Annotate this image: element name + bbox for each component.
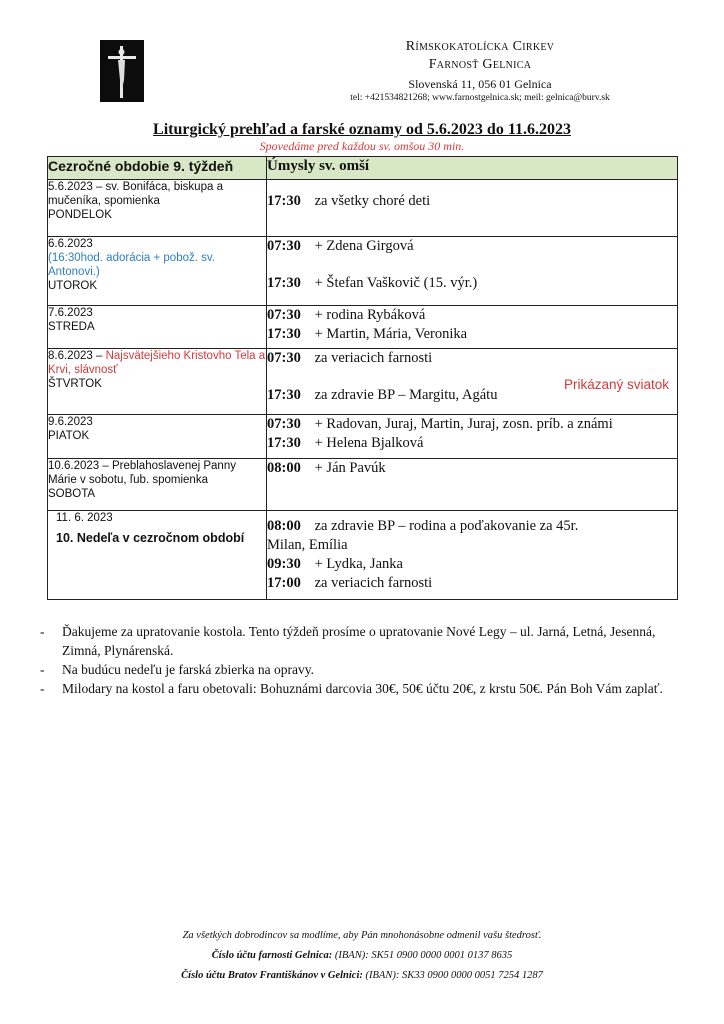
mass-cell — [267, 511, 678, 600]
day-cell — [48, 511, 267, 600]
mass-intention: za veriacich farnosti — [314, 350, 433, 366]
sunday-name: 10. Nedeľa v cezročnom období — [56, 531, 245, 545]
day-cell — [48, 459, 267, 511]
mass-time: 08:00 — [267, 518, 301, 534]
mass-time: 07:30 — [267, 350, 301, 366]
table-row — [48, 306, 678, 349]
day-text: 5.6.2023 – sv. Bonifáca, biskupa a mučeníka, spomienka — [48, 181, 223, 207]
bullet-dash: - — [40, 624, 45, 639]
day-cell — [48, 237, 267, 306]
mass-line — [267, 274, 677, 293]
day-cell — [48, 349, 267, 415]
announcement-text: Na budúcu nedeľu je farská zbierka na opravy. — [62, 662, 314, 677]
mass-cell — [267, 237, 678, 306]
mass-line — [267, 306, 677, 325]
mass-intention: za všetky choré deti — [314, 193, 431, 209]
mass-intention: + Helena Bjalková — [314, 435, 424, 451]
mass-line — [267, 192, 677, 211]
footer-account-parish-value: (IBAN): SK51 0900 0000 0001 0137 8635 — [334, 950, 513, 961]
table-row — [48, 237, 678, 306]
day-date: 7.6.2023 — [48, 307, 93, 319]
table-row — [48, 459, 678, 511]
footer-account-franciscans-value: (IBAN): SK33 0900 0000 0051 7254 1287 — [365, 970, 543, 981]
mass-intention: + Radovan, Juraj, Martin, Juraj, zosn. príb. a známi — [314, 416, 613, 432]
day-cell — [48, 306, 267, 349]
page-title: Liturgický prehľad a farské oznamy od 5.6.2023 do 11.6.2023 — [153, 121, 571, 138]
announcement-text: Milodary na kostol a faru obetovali: Bohuznámi darcovia 30€, 50€ účtu 20€, z krstu 50€. Pán Boh Vám zaplať. — [62, 681, 663, 696]
mass-cell — [267, 415, 678, 459]
mass-line — [267, 459, 677, 478]
mass-time: 07:30 — [267, 238, 301, 254]
table-row — [48, 349, 678, 415]
bullet-dash: - — [40, 662, 45, 677]
mass-time: 17:30 — [267, 435, 301, 451]
mass-intention: za veriacich farnosti — [314, 575, 433, 591]
day-name: ŠTVRTOK — [48, 378, 102, 390]
day-date: 9.6.2023 — [48, 416, 93, 428]
day-cell — [48, 180, 267, 237]
mass-intention: + Martin, Mária, Veronika — [314, 326, 468, 342]
mass-line — [267, 325, 677, 344]
mass-time: 07:30 — [267, 416, 301, 432]
parish-header — [320, 38, 640, 105]
mass-time: 17:30 — [267, 326, 301, 342]
mass-time: 07:30 — [267, 307, 301, 323]
mass-cell — [267, 306, 678, 349]
bullet-dash: - — [40, 681, 45, 696]
parish-name: Farnosť Gelnica — [428, 57, 532, 72]
footer-account-parish — [0, 946, 724, 966]
page-footer — [0, 926, 724, 986]
footer-account-franciscans-label: Číslo účtu Bratov Františkánov v Gelnici: — [181, 970, 363, 981]
mass-intention: za zdravie BP – rodina a poďakovanie za 45r. — [314, 518, 579, 534]
mass-intention: + Ján Pavúk — [314, 460, 386, 476]
announcement-item — [40, 660, 680, 679]
mass-time: 17:30 — [267, 193, 301, 209]
holy-day-badge: Prikázaný sviatok — [563, 377, 669, 392]
announcements-list — [40, 622, 680, 698]
mass-schedule-table — [47, 156, 678, 600]
mass-time: 09:30 — [267, 556, 301, 572]
footer-account-franciscans — [0, 966, 724, 986]
parish-logo — [100, 40, 144, 102]
table-row — [48, 511, 678, 600]
day-name: UTOROK — [48, 280, 97, 292]
table-row — [48, 180, 678, 237]
feast-name: Najsvätejšieho Kristovho Tela a Krvi, slávnosť — [48, 350, 266, 376]
mass-line — [267, 555, 677, 574]
day-date: 6.6.2023 — [48, 238, 93, 250]
mass-intention: + Zdena Girgová — [314, 238, 414, 254]
announcement-text: Ďakujeme za upratovanie kostola. Tento týždeň prosíme o upratovanie Nové Legy – ul. Jarná, Letná, Jesenná, Zimná, Plynárenská. — [62, 624, 656, 658]
mass-line — [267, 574, 677, 593]
footer-account-parish-label: Číslo účtu farnosti Gelnica: — [211, 950, 333, 961]
mass-line — [267, 517, 677, 536]
day-cell — [48, 415, 267, 459]
col-header-period: Cezročné obdobie 9. týždeň — [48, 157, 267, 180]
day-date: 11. 6. 2023 — [56, 512, 113, 524]
footer-thanks: Za všetkých dobrodincov sa modlíme, aby Pán mnohonásobne odmenil vašu štedrosť. — [182, 930, 542, 941]
mass-line — [267, 415, 677, 434]
mass-line — [267, 536, 677, 555]
announcement-item — [40, 622, 680, 660]
day-name: STREDA — [48, 321, 95, 333]
mass-cell — [267, 180, 678, 237]
mass-intention: + Lydka, Janka — [314, 556, 403, 572]
mass-intention: Milan, Emília — [267, 537, 348, 553]
day-note: (16:30hod. adorácia + pobož. sv. Antonovi.) — [48, 252, 215, 278]
day-text: 10.6.2023 – Preblahoslavenej Panny Márie v sobotu, ľub. spomienka — [48, 460, 236, 486]
mass-intention: za zdravie BP – Margitu, Agátu — [314, 387, 498, 403]
table-row — [48, 415, 678, 459]
confession-note: Spovedáme pred každou sv. omšou 30 min. — [259, 139, 465, 153]
announcement-item — [40, 679, 680, 698]
day-name: PONDELOK — [48, 209, 112, 221]
table-header-row — [48, 157, 678, 180]
mass-line — [267, 434, 677, 453]
day-date: 8.6.2023 – — [48, 350, 103, 362]
mass-time: 17:30 — [267, 275, 301, 291]
mass-time: 17:00 — [267, 575, 301, 591]
mass-time: 17:30 — [267, 387, 301, 403]
mass-cell — [267, 349, 678, 415]
mass-intention: + Štefan Vaškovič (15. výr.) — [314, 275, 478, 291]
mass-line — [267, 237, 677, 256]
mass-cell — [267, 459, 678, 511]
day-name: SOBOTA — [48, 488, 96, 500]
mass-time: 08:00 — [267, 460, 301, 476]
day-name: PIATOK — [48, 430, 90, 442]
parish-address: Slovenská 11, 056 01 Gelnica — [408, 77, 552, 91]
crucifix-icon — [100, 40, 144, 102]
mass-intention: + rodina Rybáková — [314, 307, 426, 323]
church-name: Rímskokatolícka Cirkev — [405, 39, 555, 54]
mass-line — [267, 349, 677, 368]
parish-contact: tel: +421534821268; www.farnostgelnica.sk; meil: gelnica@burv.sk — [350, 93, 610, 103]
col-header-intentions: Úmysly sv. omší — [267, 157, 678, 180]
